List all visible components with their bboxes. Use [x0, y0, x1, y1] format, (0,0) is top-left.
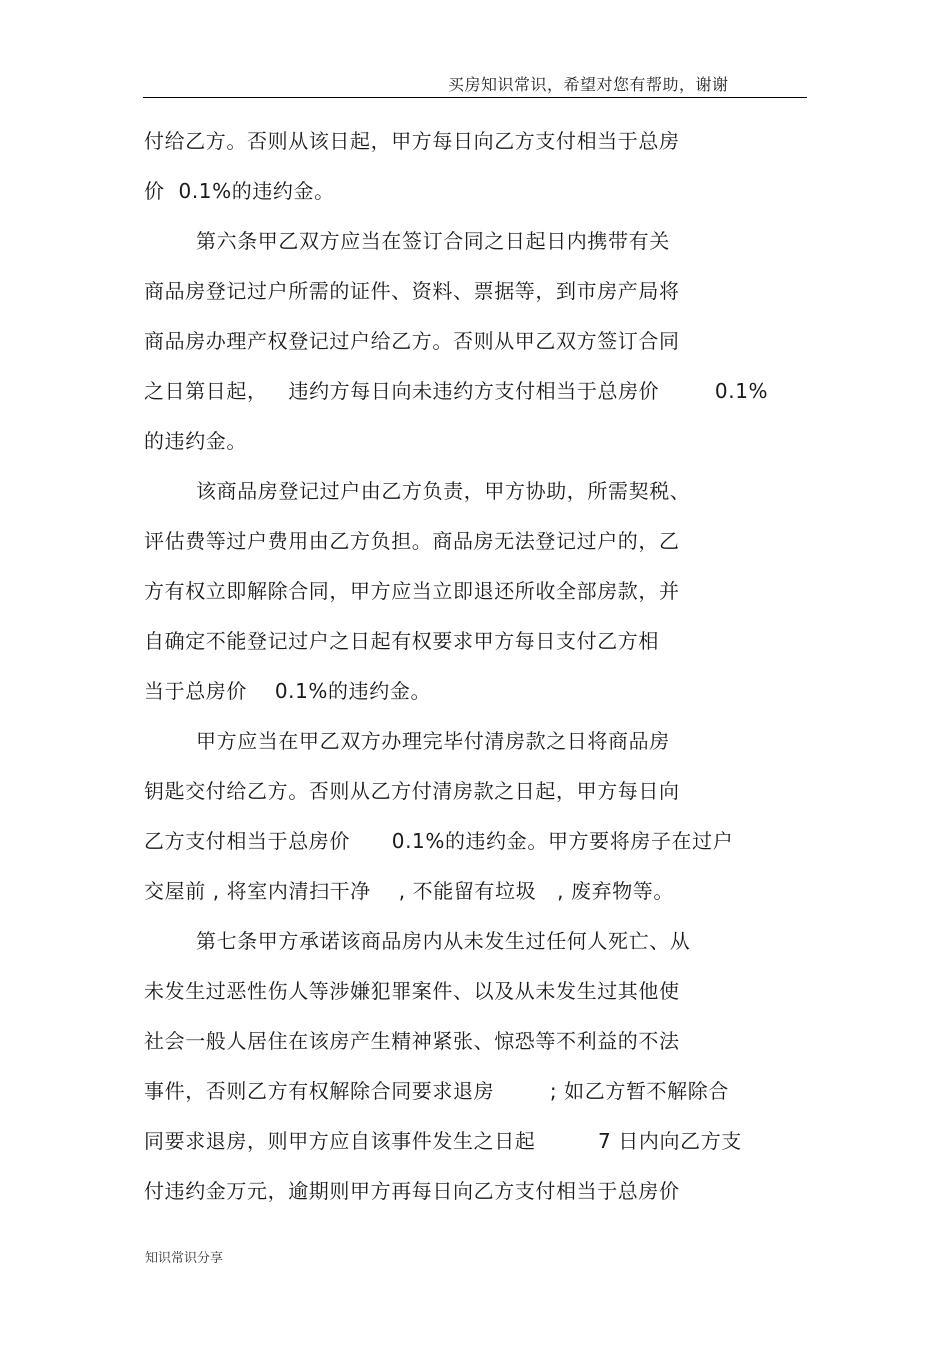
text-line: 评估费等过户费用由乙方负担。商品房无法登记过户的，乙: [144, 529, 680, 553]
page-header: 买房知识常识，希望对您有帮助，谢谢: [448, 75, 729, 94]
header-divider: [143, 97, 807, 98]
text-line: 商品房登记过户所需的证件、资料、票据等，到市房产局将: [144, 279, 680, 303]
document-body: [144, 122, 814, 1222]
text-line: 付违约金万元，逾期则甲方再每日向乙方支付相当于总房价: [144, 1179, 680, 1203]
text-line: 当于总房价 0.1%的违约金。: [144, 679, 432, 703]
text-line: 社会一般人居住在该房产生精神紧张、惊恐等不利益的不法: [144, 1029, 680, 1053]
text-line: 商品房办理产权登记过户给乙方。否则从甲乙双方签订合同: [144, 329, 680, 353]
text-line: 自确定不能登记过户之日起有权要求甲方每日支付乙方相: [144, 629, 659, 653]
page-footer: 知识常识分享: [145, 1251, 224, 1266]
text-line: 未发生过恶性伤人等涉嫌犯罪案件、以及从未发生过其他使: [144, 979, 680, 1003]
text-line: 的违约金。: [144, 429, 247, 453]
text-line: 事件，否则乙方有权解除合同要求退房 ; 如乙方暂不解除合: [144, 1079, 729, 1103]
text-line: 付给乙方。否则从该日起，甲方每日向乙方支付相当于总房: [144, 129, 680, 153]
text-line: 甲方应当在甲乙双方办理完毕付清房款之日将商品房: [196, 729, 670, 753]
text-line: 第六条甲乙双方应当在签订合同之日起日内携带有关: [196, 229, 670, 253]
text-line: 之日第日起， 违约方每日向未违约方支付相当于总房价 0.1%: [144, 379, 769, 403]
text-line: 价 0.1%的违约金。: [144, 179, 335, 203]
text-line: 该商品房登记过户由乙方负责，甲方协助，所需契税、: [196, 479, 691, 503]
text-line: 方有权立即解除合同，甲方应当立即退还所收全部房款，并: [144, 579, 680, 603]
text-line: 交屋前 , 将室内清扫干净 , 不能留有垃圾 , 废弃物等。: [144, 879, 675, 903]
text-line: 乙方支付相当于总房价 0.1%的违约金。甲方要将房子在过户: [144, 829, 734, 853]
text-line: 同要求退房，则甲方应自该事件发生之日起 7 日内向乙方支: [144, 1129, 742, 1153]
text-line: 第七条甲方承诺该商品房内从未发生过任何人死亡、从: [196, 929, 691, 953]
text-line: 钥匙交付给乙方。否则从乙方付清房款之日起，甲方每日向: [144, 779, 680, 803]
